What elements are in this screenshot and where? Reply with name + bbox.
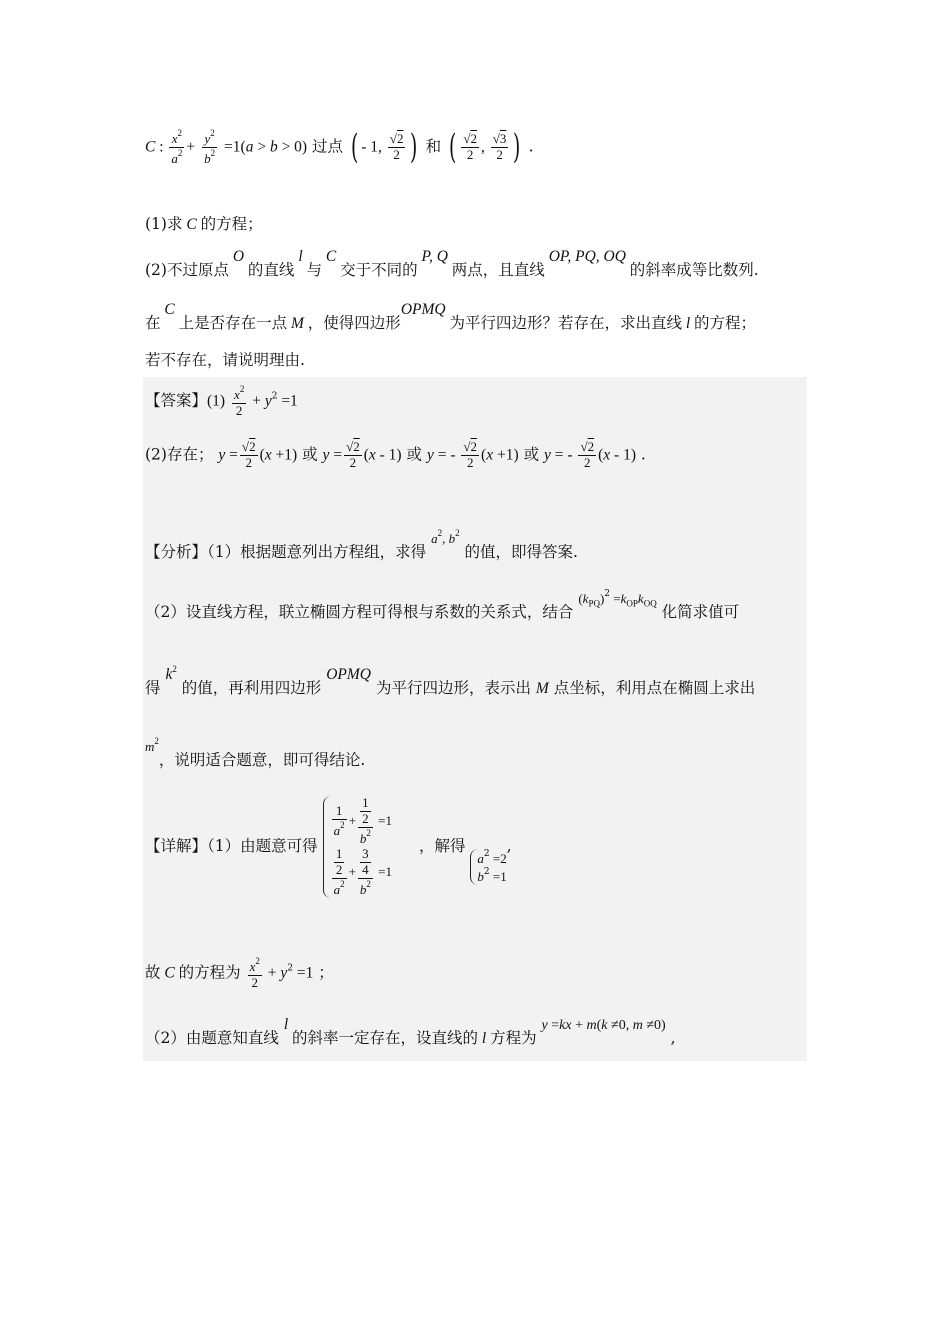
math-point-2: $\frac{√2}{2}$ [463, 131, 477, 162]
q2-text-b: 的直线 [247, 261, 295, 279]
answer-or-1: 或 [302, 445, 318, 464]
answer-end-dot: . [640, 445, 646, 464]
analysis-p3-b: 的值，再利用四边形 [181, 679, 322, 697]
detail-line-1 [145, 796, 512, 898]
math-point-1: - 1, [361, 138, 386, 156]
math-solution-system: $a^2 =2$ $b^2 =1$ [470, 849, 506, 885]
detail-p3-d: , [670, 1029, 676, 1047]
problem-curve-line: C : $\frac{x^2}{a^2}$ + $\frac{y^2}{b^2}$ =1(a > b > 0) 过点 ( - 1, $\frac{√2}{2}$ ) 和 ( $\frac{√2}{2}$ , $\frac{√3}{2}$ ) . [145, 127, 534, 168]
analysis-line-3: 得 $k^2$ 的值，再利用四边形 OPMQ 为平行四边形，表示出 M 点坐标，利用点在椭圆上求出 [145, 664, 756, 697]
detail-p2-b: 的方程为 [178, 963, 241, 982]
q2-text-a: (2)不过原点 [145, 261, 229, 279]
q2-text-l: 若不存在，请说明理由. [145, 351, 305, 369]
analysis-line-1: 【分析】（1）根据题意列出方程组，求得 $^{a^2, b^2}$ 的值，即得答案. [145, 528, 578, 561]
q2-text-g: 在 [145, 314, 161, 332]
detail-p3-c: 方程为 [490, 1029, 537, 1047]
answer-line-1: 【答案】(1) $\frac{x^2}{2}$ + $y^2 =1$ [145, 384, 298, 418]
answer-or-3: 或 [523, 445, 540, 464]
q2-text-e: 两点，且直线 [451, 261, 545, 279]
q2-text-d: 交于不同的 [340, 261, 418, 279]
answer-line-eq-2: y [322, 446, 330, 464]
detail-p1-c: , [506, 836, 512, 855]
problem-q2-line1: (2)不过原点 O 的直线 l 与 C 交于不同的 P, Q 两点，且直线 OP, PQ, OQ 的斜率成等比数列. [145, 248, 759, 279]
problem-q2-line3 [145, 348, 305, 370]
detail-p2-a: 故 [145, 963, 161, 982]
analysis-p2-b: 化简求值可 [661, 603, 740, 621]
analysis-p1-b: 的值，即得答案. [464, 543, 578, 561]
answer-part2-prefix: (2)存在； [145, 445, 214, 464]
analysis-p4: ，说明适合题意，即可得结论. [158, 751, 366, 769]
problem-q1: (1)求 C 的方程； [145, 215, 263, 233]
problem-pass-through: 过点 [312, 137, 344, 156]
q2-text-j: 为平行四边形？若存在，求出直线 [449, 314, 682, 332]
detail-label: 【详解】 [145, 836, 208, 855]
problem-q2-line2: 在 C 上是否存在一点 M ，使得四边形OPMQ 为平行四边形？若存在，求出直线 l 的方程； [145, 301, 757, 332]
analysis-p3-c: 为平行四边形，表示出 [375, 679, 531, 697]
detail-line-2: 故 C 的方程为 $\frac{x^2}{2}$ + $y^2 =1$ ； [145, 956, 334, 990]
q1-tail: 的方程； [200, 215, 263, 233]
q2-text-c: 与 [306, 261, 323, 279]
detail-p1-b: ，解得 [418, 836, 466, 855]
answer-line-eq-4: y [544, 446, 551, 464]
q1-prefix: (1)求 [145, 215, 183, 233]
detail-line-3: （2）由题意知直线 l 的斜率一定存在，设直线的 l 方程为 y =kx + m(k ≠0, m ≠0) , [145, 1016, 676, 1047]
analysis-p3-d: 点坐标，利用点在椭圆上求出 [553, 679, 756, 697]
answer-line-eq-3: y [426, 446, 434, 464]
detail-p3-a: （2）由题意知直线 [145, 1029, 279, 1047]
detail-p1-a: （1）由题意可得 [207, 836, 318, 855]
q2-text-h: 上是否存在一点 [178, 314, 288, 332]
answer-line-2: (2)存在； y = $\frac{√2}{2}$ (x +1) 或 y = $\frac{√2}{2}$ (x - 1) 或 y = - $\frac{√2}{2}$ (x +1) 或 y = - $\frac{√2}{2}$ (x - 1) . [145, 439, 646, 470]
analysis-p3-a: 得 [145, 679, 161, 697]
answer-label: 【答案】 [145, 391, 208, 410]
detail-p3-b: 的斜率一定存在，设直线的 [292, 1029, 479, 1047]
math-frac-y2b2: $\frac{y^2}{b^2}$ [204, 128, 216, 166]
q2-text-f: 的斜率成等比数列. [629, 261, 759, 279]
detail-p2-c: ； [318, 963, 334, 982]
answer-or-2: 或 [406, 445, 423, 464]
analysis-label: 【分析】 [145, 543, 208, 561]
math-ellipse-def: C [145, 138, 156, 156]
math-equation-system: $\frac{1}{a^2}$ + $\frac{\frac{1}{2}}{b^2}$ =1 $\frac{\frac{1}{2}}{a^2}$ + $\frac{\frac{3}{4}}{b^2}$ =1 [323, 796, 392, 898]
answer-part1-prefix: (1) [207, 392, 226, 410]
analysis-p1-a: （1）根据题意列出方程组，求得 [207, 543, 427, 561]
q2-text-i: ，使得四边形 [307, 314, 401, 332]
analysis-line-4: $^{m^2}$，说明适合题意，即可得结论. [145, 736, 366, 769]
problem-end-dot: . [528, 137, 534, 156]
q2-text-k: 的方程； [694, 314, 757, 332]
analysis-p2-a: （2）设直线方程，联立椭圆方程可得根与系数的关系式，结合 [145, 603, 574, 621]
analysis-line-2: （2）设直线方程，联立椭圆方程可得根与系数的关系式，结合 $^{(k_{PQ})^2 =k_{OP}k_{OQ}}$ 化简求值可 [145, 589, 740, 621]
answer-line-eq-1: y [218, 446, 226, 464]
problem-and: 和 [425, 137, 442, 156]
math-frac-x2a2: $\frac{x^2}{a^2}$ [171, 128, 183, 166]
